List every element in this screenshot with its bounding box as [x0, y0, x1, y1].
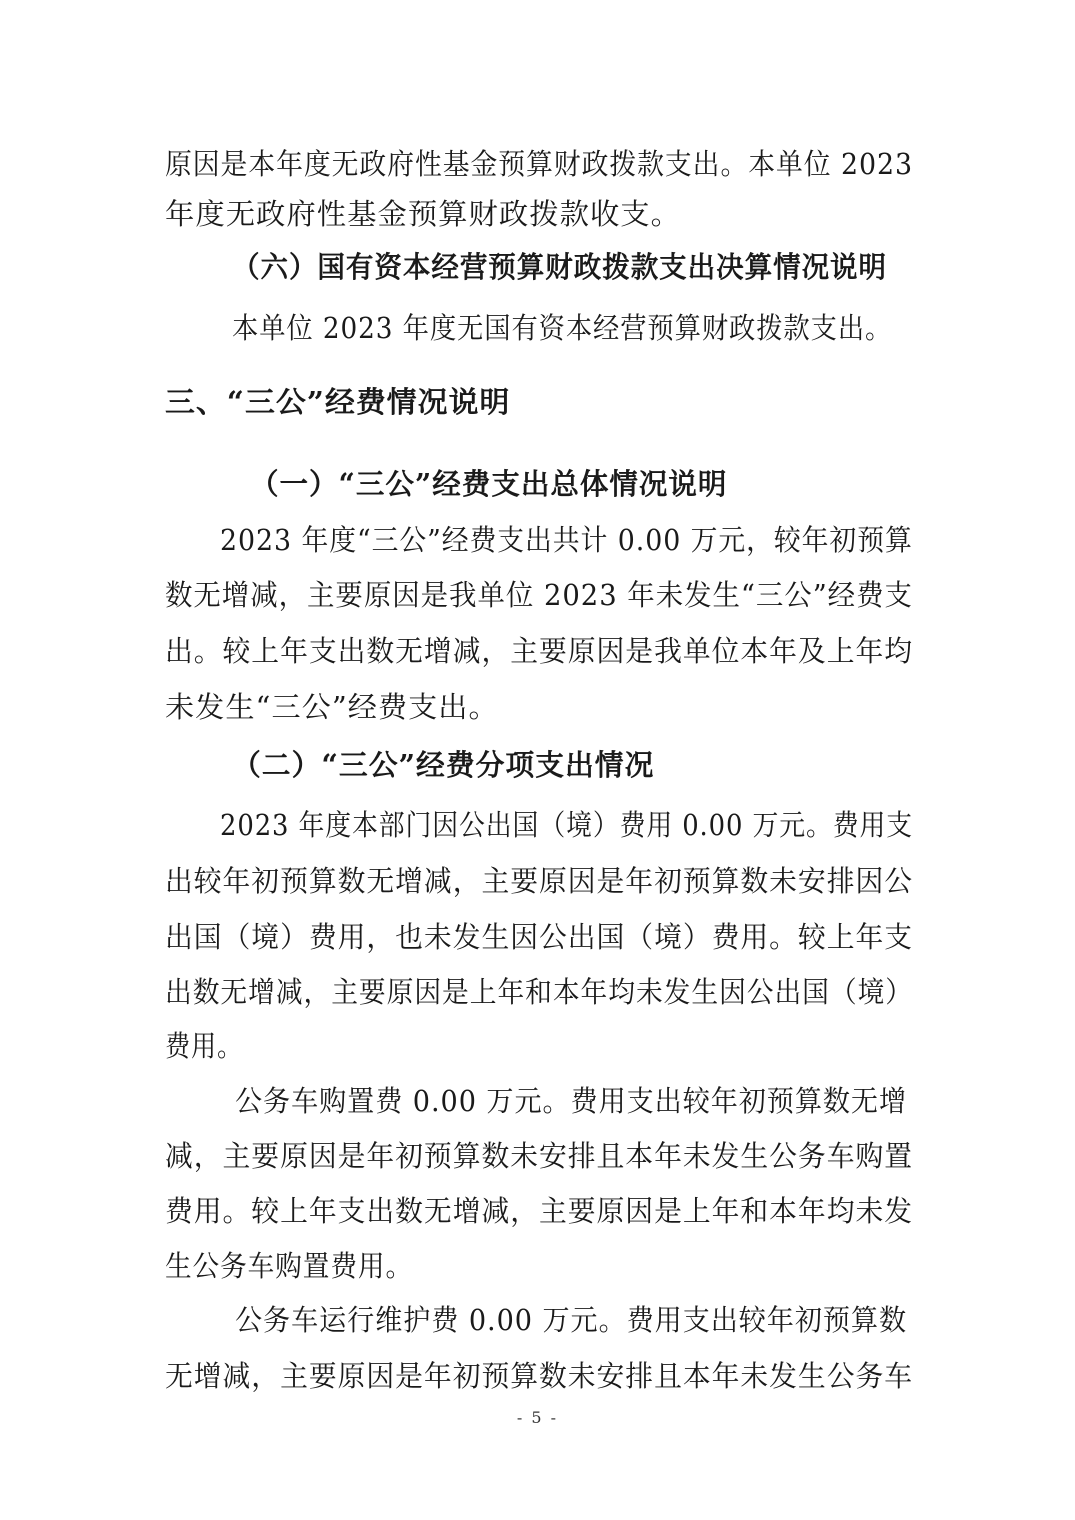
body-text-line: 数无增减，主要原因是我单位 2023 年未发生“三公”经费支	[165, 578, 913, 612]
body-text-line: 出。较上年支出数无增减，主要原因是我单位本年及上年均	[165, 634, 914, 668]
body-text-line: 未发生“三公”经费支出。	[165, 690, 499, 724]
body-text-line: 本单位 2023 年度无国有资本经营预算财政拨款支出。	[232, 311, 893, 345]
section-subheading: （二）“三公”经费分项支出情况	[232, 748, 655, 782]
body-text-line: 减，主要原因是年初预算数未安排且本年未发生公务车购置	[165, 1139, 914, 1173]
section-heading: 三、“三公”经费情况说明	[165, 385, 511, 419]
body-text-line: 年度无政府性基金预算财政拨款收支。	[165, 197, 682, 231]
body-text-line: 原因是本年度无政府性基金预算财政拨款支出。本单位 2023	[165, 147, 914, 181]
page-number: - 5 -	[516, 1408, 559, 1427]
body-text-line: 费用。	[165, 1029, 244, 1063]
body-text-line: 出国（境）费用，也未发生因公出国（境）费用。较上年支	[165, 920, 914, 954]
body-text-line: 费用。较上年支出数无增减，主要原因是上年和本年均未发	[165, 1194, 914, 1228]
body-text-line: 2023 年度“三公”经费支出共计 0.00 万元，较年初预算	[220, 523, 913, 557]
body-text-line: 公务车购置费 0.00 万元。费用支出较年初预算数无增	[235, 1084, 908, 1118]
body-text-line: 生公务车购置费用。	[165, 1249, 414, 1283]
body-text-line: 公务车运行维护费 0.00 万元。费用支出较年初预算数	[235, 1303, 908, 1337]
body-text-line: 出较年初预算数无增减，主要原因是年初预算数未安排因公	[165, 864, 914, 898]
body-text-line: 无增减，主要原因是年初预算数未安排且本年未发生公务车	[165, 1359, 914, 1393]
section-subheading: （一）“三公”经费支出总体情况说明	[250, 467, 728, 501]
body-text-line: 出数无增减，主要原因是上年和本年均未发生因公出国（境）	[165, 975, 914, 1009]
body-text-line: 2023 年度本部门因公出国（境）费用 0.00 万元。费用支	[220, 808, 914, 842]
section-subheading: （六）国有资本经营预算财政拨款支出决算情况说明	[232, 250, 888, 284]
